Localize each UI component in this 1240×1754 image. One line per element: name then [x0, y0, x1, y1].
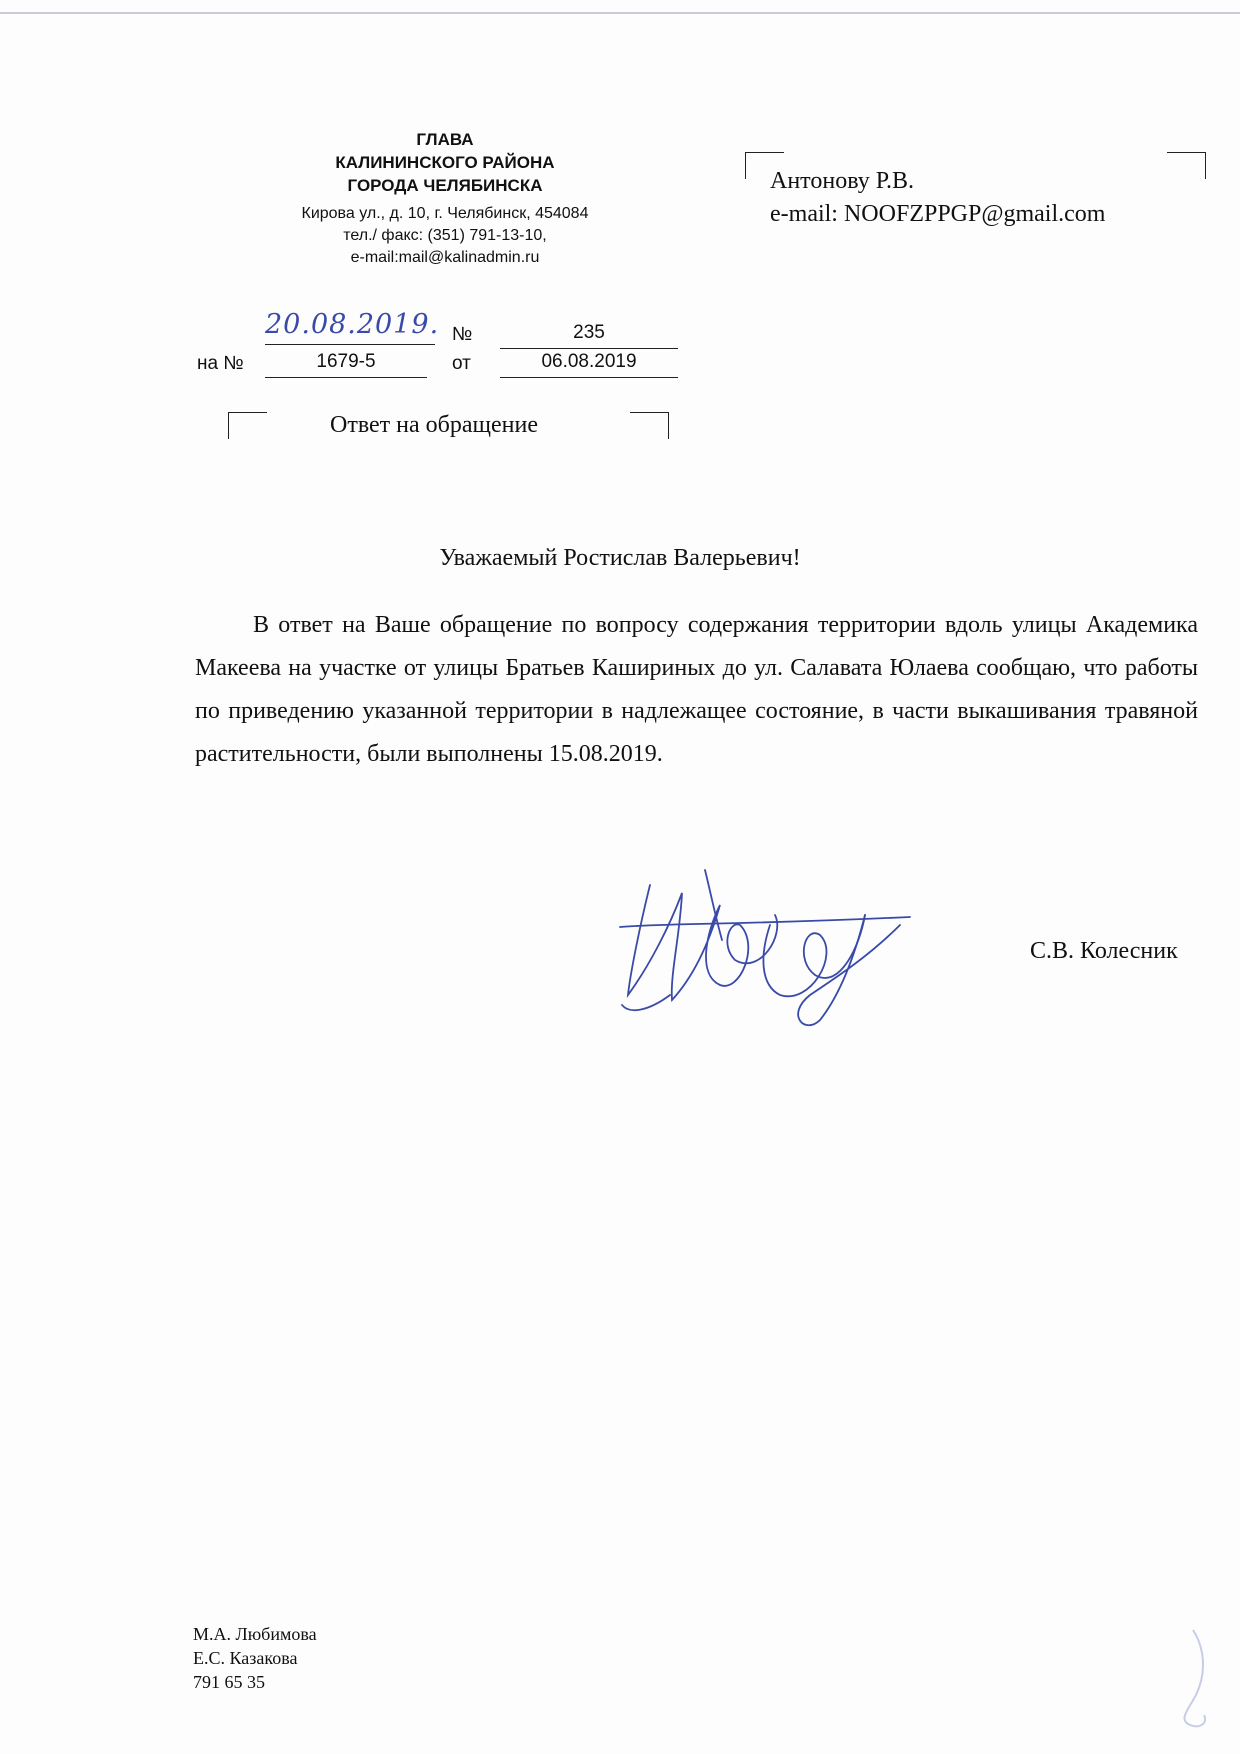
from-label: от [452, 353, 471, 374]
ref-number: 1679-5 [265, 351, 427, 378]
ref-label: на № [197, 353, 244, 374]
handwritten-date: 20.08.2019. [265, 310, 435, 345]
subject-corner-right [630, 412, 669, 439]
executor-2: Е.С. Казакова [193, 1648, 298, 1668]
letterhead-phone: тел./ факс: (351) 791-13-10, [343, 227, 547, 244]
executor-phone: 791 65 35 [193, 1672, 265, 1692]
addressee-name: Антонову Р.В. [770, 168, 915, 194]
body-paragraph: В ответ на Ваше обращение по вопросу содержания территории вдоль улицы Академика Макеева на участке от улицы Братьев Кашириных до ул. Салавата Юлаева сообщаю, что работы по приведению указанной территории в надлежащее состояние, в части выкашивания травяной растительности, были выполнены 15.08.2019. [195, 612, 1198, 767]
letterhead-title-1: ГЛАВА [416, 130, 474, 149]
outgoing-number: 235 [500, 322, 678, 349]
executor-1: М.А. Любимова [193, 1624, 317, 1644]
scan-edge [0, 12, 1240, 14]
subject-line: Ответ на обращение [330, 412, 538, 438]
addressee-email: e-mail: NOOFZPPGP@gmail.com [770, 201, 1106, 227]
subject-corner-left [228, 412, 267, 439]
signer-name: С.В. Колесник [1030, 938, 1178, 964]
faint-pencil-mark [1168, 1625, 1218, 1735]
executor-footer [193, 1622, 317, 1694]
addressee-block [770, 165, 1105, 231]
number-label: № [452, 324, 473, 345]
greeting: Уважаемый Ростислав Валерьевич! [439, 545, 801, 571]
letterhead [230, 128, 660, 269]
letterhead-title-3: ГОРОДА ЧЕЛЯБИНСКА [347, 176, 543, 195]
ref-date: 06.08.2019 [500, 351, 678, 378]
handwritten-signature [610, 865, 950, 1030]
letterhead-email: e-mail:mail@kalinadmin.ru [350, 249, 540, 266]
letterhead-address: Кирова ул., д. 10, г. Челябинск, 454084 [301, 205, 589, 222]
addressee-corner-right [1167, 152, 1206, 179]
letterhead-title-2: КАЛИНИНСКОГО РАЙОНА [335, 153, 555, 172]
